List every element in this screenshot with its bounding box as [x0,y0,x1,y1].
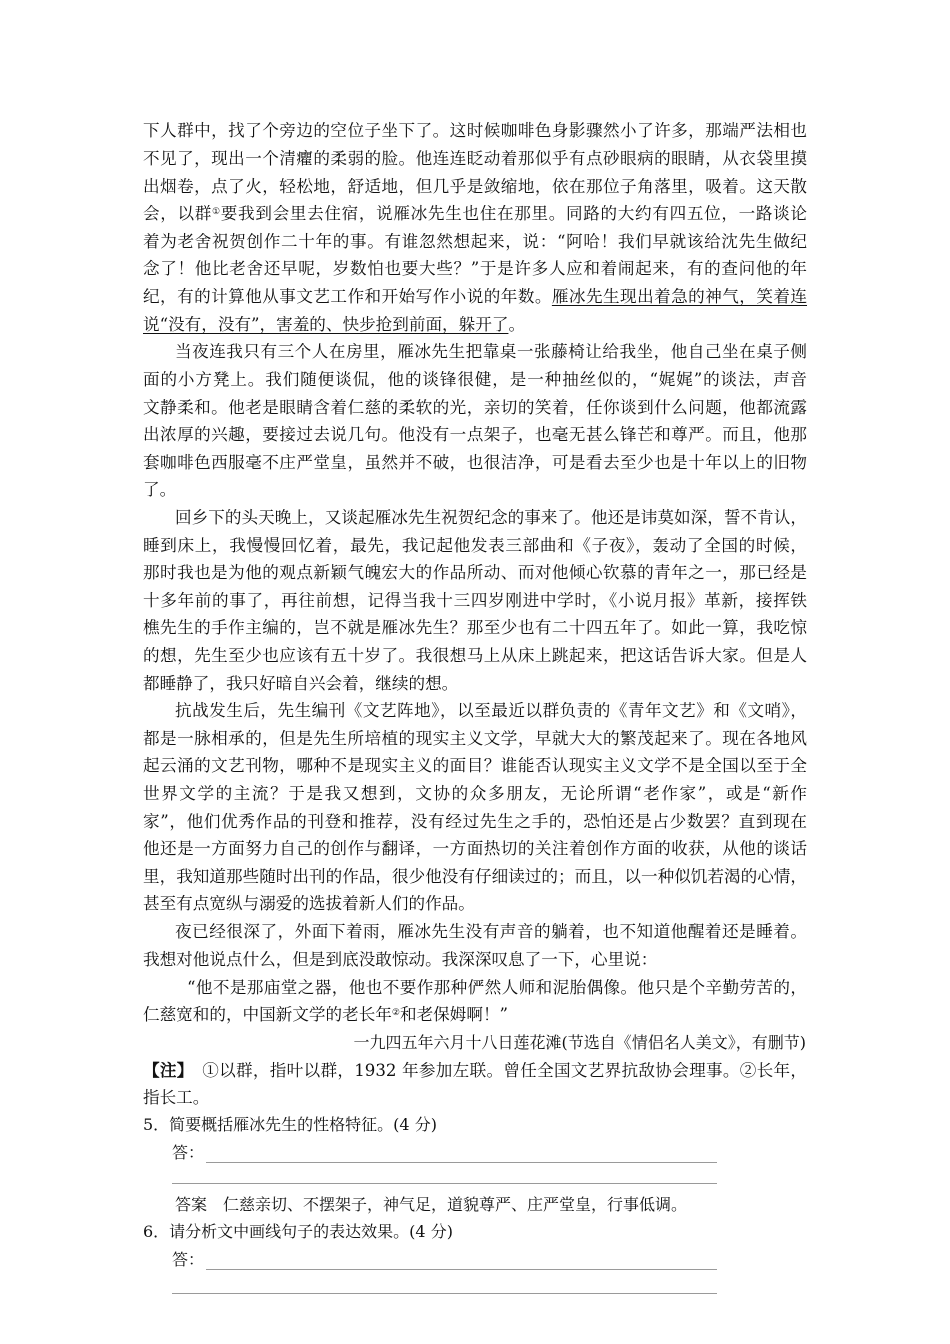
text-segment: 仁慈宽和的，中国新文学的老长年 [143,1005,392,1024]
text-line [143,314,807,336]
text-line: 都是一脉相承的，但是先生所培植的现实主义文学，早就大大的繁茂起来了。现在各地风 [143,729,807,748]
text-line: 回乡下的头天晚上，又谈起雁冰先生祝贺纪念的事来了。他还是讳莫如深，誓不肯认， [175,508,807,527]
question-6: 6．请分析文中画线句子的表达效果。(4 分) [143,1222,453,1241]
text-line: 念了！他比老舍还早呢，岁数怕也要大些？”于是许多人应和着闹起来，有的查问他的年 [143,259,807,278]
footnote-mark: ② [391,1008,400,1018]
text-line: 面的小方凳上。我们随便谈侃，他的谈锋很健，是一种抽丝似的，“娓娓”的谈法，声音 [143,370,807,389]
note-label: 【注】 [143,1060,186,1080]
text-line: 出烟卷，点了火，轻松地，舒适地，但几乎是敛缩地，依在那位子角落里，吸着。这天散 [143,177,807,196]
text-segment: 会，以群 [143,204,213,223]
text-line: 睡到床上，我慢慢回忆着，最先，我记起他发表三部曲和《子夜》，轰动了全国的时候， [143,536,807,555]
text-line: 着为老舍祝贺创作二十年的事。有谁忽然想起来，说：“阿哈！我们早就该给沈先生做纪 [143,232,807,251]
text-line: 不见了，现出一个清癯的柔弱的脸。他连连眨动着那似乎有点砂眼病的眼睛，从衣袋里摸 [143,149,807,168]
text-line: 家”，他们优秀作品的刊登和推荐，没有经过先生之手的，恐怕还是占少数罢？直到现在 [143,812,807,831]
text-line [143,286,807,308]
text-line: 甚至有点宽纵与溺爱的选拔着新人们的作品。 [143,894,475,913]
question-5: 5．简要概括雁冰先生的性格特征。(4 分) [143,1115,437,1134]
underlined-sentence: 雁冰先生现出着急的神气，笑着连 [551,287,808,306]
answer-blank[interactable] [206,1162,717,1163]
answer-label: 答： [172,1250,205,1269]
answer-label: 答： [172,1143,205,1162]
text-line: 樵先生的手作主编的，岂不就是雁冰先生？那至少也有二十四五年了。如此一算，我吃惊 [143,618,807,637]
answer-blank[interactable] [172,1293,717,1294]
text-line: 出浓厚的兴趣，要接过去说几句。他没有一点架子，也毫无甚么锋芒和尊严。而且，他那 [143,425,807,444]
text-line: 了。 [143,480,177,499]
quote-line: “他不是那庙堂之器，他也不要作那种俨然人师和泥胎偶像。他只是个辛勤劳苦的， [187,978,807,997]
question-5-answer: 答案 仁慈亲切、不摆架子，神气足，道貌尊严、庄严堂皇，行事低调。 [175,1195,688,1214]
text-line: 十多年前的事了，再往前想，记得当我十三四岁刚进中学时，《小说月报》革新，接挥铁 [143,591,807,610]
text-line: 套咖啡色西服毫不庄严堂皇，虽然并不破，也很洁净，可是看去至少也是十年以上的旧物 [143,453,807,472]
underlined-sentence: 说“没有，没有”，害羞的、快步抢到前面，躲开了 [143,315,509,334]
answer-blank[interactable] [206,1269,717,1270]
text-segment: 和老保姆啊！” [399,1005,509,1024]
answer-blank[interactable] [172,1183,717,1184]
text-line: 下人群中，找了个旁边的空位子坐下了。这时候咖啡色身影骤然小了许多，那端严法相也 [143,121,807,140]
text-line: 我想对他说点什么，但是到底没敢惊动。我深深叹息了一下，心里说： [143,950,658,969]
text-line: 都睡静了，我只好暗自兴会着，继续的想。 [143,674,459,693]
text-line: 他还是一方面努力自己的创作与翻译，一方面热切的关注着创作方面的收获，从他的谈话 [143,839,807,858]
text-line [143,203,807,225]
note-line: 指长工。 [143,1088,210,1107]
text-segment: 。 [508,315,526,334]
text-segment: ①以群，指叶以群，1932 年参加左联。曾任全国文艺界抗敌协会理事。②长年， [202,1061,807,1080]
text-line: 那时我也是为他的观点新颖气魄宏大的作品所动、而对他倾心钦慕的青年之一，那已经是 [143,563,807,582]
text-line: 抗战发生后，先生编刊《文艺阵地》，以至最近以群负责的《青年文艺》和《文哨》， [175,701,807,720]
source-line: 一九四五年六月十八日莲花滩(节选自《情侣名人美文》，有删节) [353,1033,806,1052]
quote-line [143,1004,807,1026]
text-line: 文静柔和。他老是眼睛含着仁慈的柔软的光，亲切的笑着，任你谈到什么问题，他都流露 [143,398,807,417]
text-line: 的想，先生至少也应该有五十岁了。我很想马上从床上跳起来，把这话告诉大家。但是人 [143,646,807,665]
text-line: 世界文学的主流？于是我又想到，文协的众多朋友，无论所谓“老作家”，或是“新作 [143,784,807,803]
text-segment: 纪，有的计算他从事文艺工作和开始写作小说的年数。 [143,287,552,306]
note-line [143,1059,807,1082]
text-segment: 要我到会里去住宿，说雁冰先生也住在那里。同路的大约有四五位，一路谈论 [220,204,808,223]
text-line: 夜已经很深了，外面下着雨，雁冰先生没有声音的躺着，也不知道他醒着还是睡着。 [175,922,807,941]
text-line: 起云涌的文艺刊物，哪种不是现实主义的面目？谁能否认现实主义文学不是全国以至于全 [143,756,807,775]
text-line: 里，我知道那些随时出刊的作品，很少他没有仔细读过的；而且，以一种似饥若渴的心情， [143,867,807,886]
text-line: 当夜连我只有三个人在房里，雁冰先生把靠桌一张藤椅让给我坐，他自己坐在桌子侧 [175,342,807,361]
footnote-mark: ① [212,207,221,217]
